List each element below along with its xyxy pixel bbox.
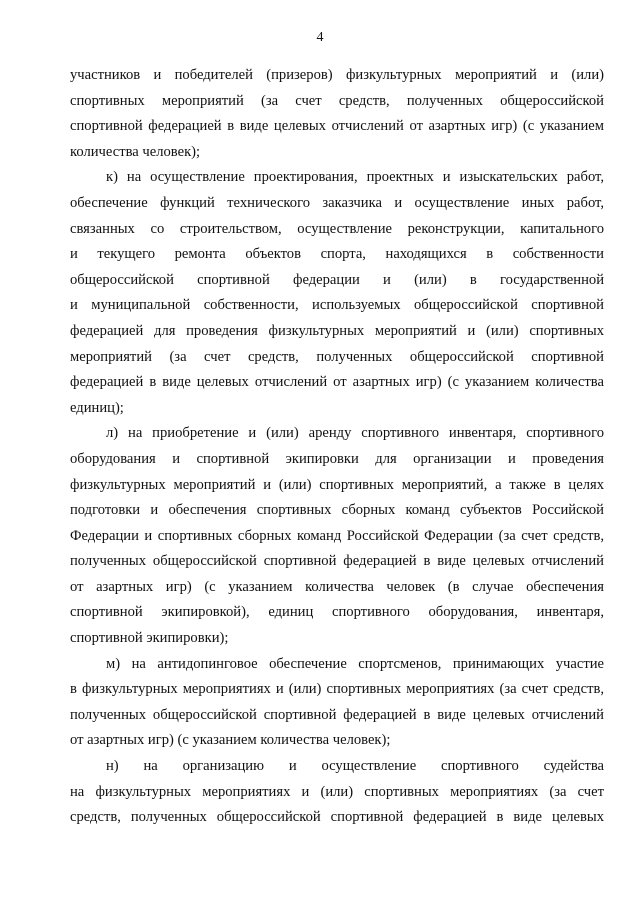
text-line: мероприятий (за счет средств, полученных общероссийской спортивной (70, 348, 604, 365)
page-number: 4 (316, 30, 324, 45)
text-line: к) на осуществление проектирования, проектных и изыскательских работ, (106, 169, 604, 186)
text-line: н) на организацию и осуществление спортивного судейства (106, 758, 604, 775)
text-line: и текущего ремонта объектов спорта, находящихся в собственности (70, 246, 604, 263)
text-line: от азартных игр) (с указанием количества человек (в случае обеспечения (70, 578, 604, 595)
text-line: Федерации и спортивных сборных команд Российской Федерации (за счет средств, (70, 527, 604, 544)
text-line: полученных общероссийской спортивной федерацией в виде целевых отчислений (70, 553, 604, 570)
text-line: федерацией в виде целевых отчислений от азартных игр) (с указанием количества (70, 374, 604, 391)
text-line: м) на антидопинговое обеспечение спортсменов, принимающих участие (106, 655, 604, 672)
text-line: единиц); (70, 399, 124, 416)
text-line: физкультурных мероприятий и (или) спортивных мероприятий, а также в целях (70, 476, 604, 493)
text-line: федерацией для проведения физкультурных мероприятий и (или) спортивных (70, 322, 604, 339)
text-line: и муниципальной собственности, используемых общероссийской спортивной (70, 297, 604, 314)
paragraph-item-n (70, 754, 604, 831)
text-line: спортивных мероприятий (за счет средств, полученных общероссийской (70, 92, 604, 109)
text-line: оборудования и спортивной экипировки для организации и проведения (70, 450, 604, 467)
text-line: связанных со строительством, осуществление реконструкции, капитального (70, 220, 604, 237)
text-line: участников и победителей (призеров) физкультурных мероприятий и (или) (70, 67, 604, 83)
text-line: обеспечение функций технического заказчика и осуществление иных работ, (70, 194, 604, 211)
text-line: количества человек); (70, 143, 201, 160)
text-line: средств, полученных общероссийской спортивной федерацией в виде целевых (70, 809, 604, 826)
text-line: полученных общероссийской спортивной федерацией в виде целевых отчислений (70, 706, 604, 723)
text-line: общероссийской спортивной федерации и (или) в государственной (70, 271, 604, 288)
paragraph-item-k (70, 165, 604, 421)
text-line: на физкультурных мероприятиях и (или) спортивных мероприятиях (за счет (70, 783, 604, 800)
paragraph-continuation (70, 63, 604, 165)
text-line: от азартных игр) (с указанием количества человек); (70, 732, 391, 749)
text-line: в физкультурных мероприятиях и (или) спортивных мероприятиях (за счет средств, (70, 681, 604, 698)
text-line: спортивной экипировкой), единиц спортивного оборудования, инвентаря, (70, 604, 604, 621)
text-line: подготовки и обеспечения спортивных сборных команд субъектов Российской (70, 502, 604, 519)
text-line: спортивной федерацией в виде целевых отчислений от азартных игр) (с указанием (70, 118, 604, 135)
text-line: л) на приобретение и (или) аренду спортивного инвентаря, спортивного (106, 425, 604, 442)
paragraph-item-m (70, 652, 604, 754)
document-body (70, 63, 604, 831)
text-line: спортивной экипировки); (70, 630, 229, 647)
paragraph-item-l (70, 421, 604, 651)
